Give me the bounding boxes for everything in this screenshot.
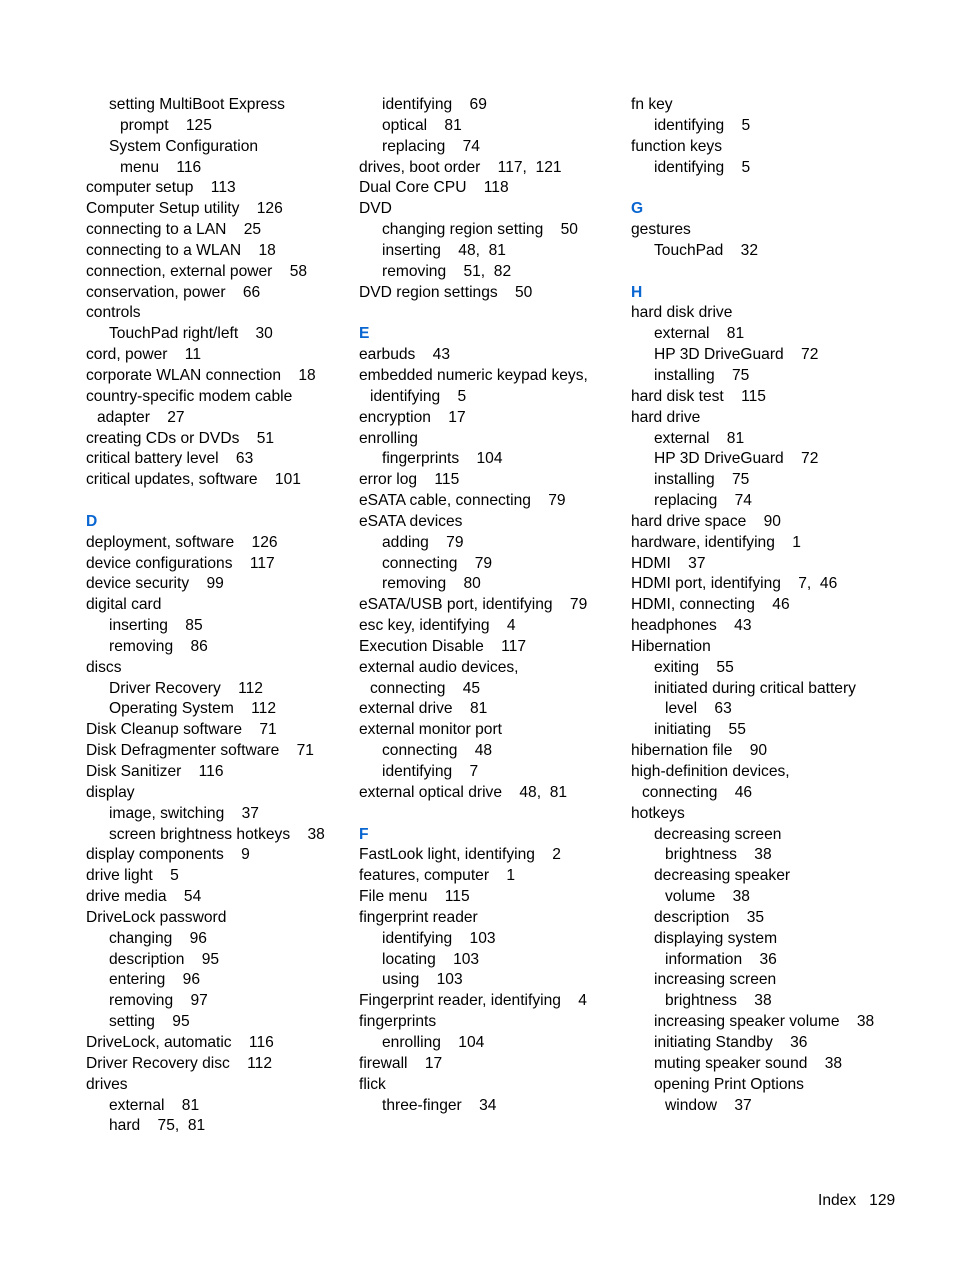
- index-entry: Fingerprint reader, identifying 4: [359, 992, 587, 1010]
- index-entry: File menu 115: [359, 888, 470, 906]
- index-entry: fingerprint reader: [359, 908, 478, 926]
- index-entry: FastLook light, identifying 2: [359, 846, 561, 864]
- index-entry: external optical drive 48, 81: [359, 783, 568, 801]
- index-subentry: description 35: [654, 908, 765, 926]
- index-section-letter: F: [359, 825, 369, 843]
- index-entry: Computer Setup utility 126: [86, 200, 283, 218]
- index-entry: esc key, identifying 4: [359, 617, 516, 635]
- index-subentry: installing 75: [654, 366, 750, 384]
- index-entry: cord, power 11: [86, 346, 201, 364]
- index-subentry: connecting 48: [382, 742, 493, 760]
- index-entry: country-specific modem cable: [86, 387, 293, 405]
- index-entry: high-definition devices,: [631, 763, 790, 780]
- index-subentry: information 36: [665, 950, 777, 968]
- index-entry: DriveLock, automatic 116: [86, 1033, 274, 1051]
- index-entry: eSATA devices: [359, 512, 463, 530]
- index-section-letter: H: [631, 283, 643, 301]
- index-entry: eSATA/USB port, identifying 79: [359, 596, 588, 614]
- index-entry: DriveLock password: [86, 908, 227, 926]
- index-section-letter: G: [631, 200, 644, 218]
- index-entry: earbuds 43: [359, 346, 451, 364]
- index-entry: deployment, software 126: [86, 533, 278, 551]
- index-section-letter: D: [86, 512, 98, 530]
- index-subentry: image, switching 37: [109, 804, 259, 822]
- index-subentry: locating 103: [382, 950, 480, 968]
- index-entry: hibernation file 90: [631, 742, 768, 760]
- index-subentry: setting MultiBoot Express: [109, 96, 285, 113]
- index-subentry: TouchPad 32: [654, 241, 759, 259]
- index-subentry: identifying 5: [654, 116, 751, 134]
- index-entry: HDMI 37: [631, 554, 706, 572]
- index-subentry: fingerprints 104: [382, 450, 503, 468]
- index-entry: connection, external power 58: [86, 262, 308, 280]
- index-entry: DVD region settings 50: [359, 283, 533, 301]
- index-subentry: identifying 5: [654, 158, 751, 176]
- section-gap: [631, 262, 874, 283]
- index-subentry: using 103: [382, 971, 463, 989]
- index-entry: critical updates, software 101: [86, 471, 301, 489]
- index-subentry: replacing 74: [654, 492, 752, 510]
- index-entry: drives, boot order 117, 121: [359, 158, 562, 176]
- index-entry: discs: [86, 658, 122, 676]
- index-entry: enrolling: [359, 429, 418, 447]
- index-subentry: opening Print Options: [654, 1075, 804, 1093]
- index-entry: HDMI port, identifying 7, 46: [631, 575, 838, 593]
- index-subentry: prompt 125: [120, 116, 212, 134]
- section-gap: [359, 303, 588, 324]
- index-entry: hotkeys: [631, 804, 685, 822]
- index-subentry: TouchPad right/left 30: [109, 325, 273, 343]
- index-subentry: changing 96: [109, 929, 207, 947]
- index-subentry: description 95: [109, 950, 220, 968]
- section-gap: [359, 804, 588, 825]
- index-column-1: [86, 95, 325, 1137]
- index-subentry: changing region setting 50: [382, 221, 578, 239]
- index-entry: drive light 5: [86, 867, 179, 885]
- index-subentry: Driver Recovery 112: [109, 679, 263, 697]
- index-subentry: inserting 85: [109, 617, 203, 635]
- index-subentry: three-finger 34: [382, 1096, 497, 1114]
- index-subentry: enrolling 104: [382, 1033, 485, 1051]
- index-subentry: external 81: [654, 429, 745, 447]
- index-subentry: connecting 79: [382, 554, 493, 572]
- index-subentry: initiating 55: [654, 721, 746, 739]
- index-subentry: initiated during critical battery: [654, 679, 856, 697]
- index-subentry: identifying 7: [382, 763, 479, 780]
- index-entry: Disk Defragmenter software 71: [86, 742, 314, 760]
- index-entry: corporate WLAN connection 18: [86, 366, 316, 384]
- index-entry: Dual Core CPU 118: [359, 179, 509, 197]
- index-entry: device configurations 117: [86, 554, 275, 572]
- index-subentry: adding 79: [382, 533, 464, 551]
- section-gap: [631, 178, 874, 199]
- index-subentry: inserting 48, 81: [382, 241, 506, 259]
- index-subentry: increasing speaker volume 38: [654, 1013, 875, 1031]
- index-entry: drive media 54: [86, 888, 202, 906]
- index-entry: HDMI, connecting 46: [631, 596, 790, 614]
- index-subentry: external 81: [109, 1096, 200, 1114]
- index-subentry: displaying system: [654, 929, 778, 947]
- index-entry: encryption 17: [359, 408, 466, 426]
- index-entry: creating CDs or DVDs 51: [86, 429, 275, 447]
- index-entry: gestures: [631, 221, 691, 239]
- index-entry: controls: [86, 304, 141, 322]
- index-entry: error log 115: [359, 471, 460, 489]
- index-entry: device security 99: [86, 575, 224, 593]
- index-entry: connecting to a WLAN 18: [86, 241, 276, 259]
- index-subentry: System Configuration: [109, 137, 259, 155]
- index-entry: external monitor port: [359, 721, 503, 739]
- index-entry: critical battery level 63: [86, 450, 254, 468]
- index-column-3: [631, 95, 874, 1116]
- index-subentry: window 37: [665, 1096, 752, 1114]
- index-subentry: removing 80: [382, 575, 481, 593]
- index-subentry: entering 96: [109, 971, 201, 989]
- index-subentry: exiting 55: [654, 658, 734, 676]
- index-entry: Hibernation: [631, 637, 711, 655]
- index-section-letter: E: [359, 325, 370, 343]
- index-subentry: menu 116: [120, 158, 202, 176]
- index-entry: external drive 81: [359, 700, 488, 718]
- index-entry: connecting to a LAN 25: [86, 221, 262, 239]
- index-subentry: Operating System 112: [109, 700, 276, 718]
- index-entry: eSATA cable, connecting 79: [359, 492, 566, 510]
- index-entry: conservation, power 66: [86, 283, 261, 301]
- index-subentry: connecting 46: [642, 783, 753, 801]
- index-subentry: muting speaker sound 38: [654, 1054, 843, 1072]
- index-entry: hard drive space 90: [631, 512, 781, 530]
- index-subentry: replacing 74: [382, 137, 480, 155]
- index-entry: computer setup 113: [86, 179, 236, 197]
- index-entry: Disk Sanitizer 116: [86, 763, 224, 780]
- section-gap: [86, 491, 325, 512]
- index-entry: external audio devices,: [359, 658, 519, 676]
- index-subentry: removing 51, 82: [382, 262, 512, 280]
- index-subentry: hard 75, 81: [109, 1117, 206, 1135]
- index-entry: hard drive: [631, 408, 701, 426]
- index-subentry: screen brightness hotkeys 38: [109, 825, 325, 843]
- index-subentry: setting 95: [109, 1013, 190, 1031]
- index-subentry: identifying 103: [382, 929, 496, 947]
- index-entry: display: [86, 783, 135, 801]
- index-subentry: adapter 27: [97, 408, 185, 426]
- index-entry: Execution Disable 117: [359, 637, 527, 655]
- index-entry: firewall 17: [359, 1054, 443, 1072]
- index-subentry: HP 3D DriveGuard 72: [654, 450, 819, 468]
- index-entry: digital card: [86, 596, 162, 614]
- index-subentry: identifying 69: [382, 96, 487, 113]
- index-entry: hard disk drive: [631, 304, 733, 322]
- index-entry: drives: [86, 1075, 128, 1093]
- index-entry: function keys: [631, 137, 723, 155]
- index-entry: hard disk test 115: [631, 387, 766, 405]
- index-subentry: brightness 38: [665, 992, 772, 1010]
- index-entry: features, computer 1: [359, 867, 516, 885]
- index-subentry: identifying 5: [370, 387, 467, 405]
- index-subentry: brightness 38: [665, 846, 772, 864]
- index-subentry: external 81: [654, 325, 745, 343]
- index-subentry: decreasing screen: [654, 825, 782, 843]
- index-entry: Driver Recovery disc 112: [86, 1054, 273, 1072]
- index-subentry: HP 3D DriveGuard 72: [654, 346, 819, 364]
- index-subentry: connecting 45: [370, 679, 481, 697]
- index-entry: flick: [359, 1075, 386, 1093]
- index-subentry: removing 86: [109, 637, 208, 655]
- index-entry: fn key: [631, 96, 673, 113]
- index-subentry: decreasing speaker: [654, 867, 791, 885]
- index-entry: hardware, identifying 1: [631, 533, 801, 551]
- index-subentry: level 63: [665, 700, 732, 718]
- index-subentry: increasing screen: [654, 971, 777, 989]
- index-entry: display components 9: [86, 846, 250, 864]
- index-entry: headphones 43: [631, 617, 752, 635]
- index-subentry: removing 97: [109, 992, 208, 1010]
- index-column-2: [359, 95, 588, 1116]
- page-footer: Index 129: [818, 1192, 896, 1209]
- index-subentry: volume 38: [665, 888, 750, 906]
- index-entry: fingerprints: [359, 1013, 437, 1031]
- index-entry: embedded numeric keypad keys,: [359, 366, 588, 384]
- index-subentry: optical 81: [382, 116, 462, 134]
- index-entry: Disk Cleanup software 71: [86, 721, 277, 739]
- index-subentry: initiating Standby 36: [654, 1033, 808, 1051]
- index-subentry: installing 75: [654, 471, 750, 489]
- index-entry: DVD: [359, 200, 392, 218]
